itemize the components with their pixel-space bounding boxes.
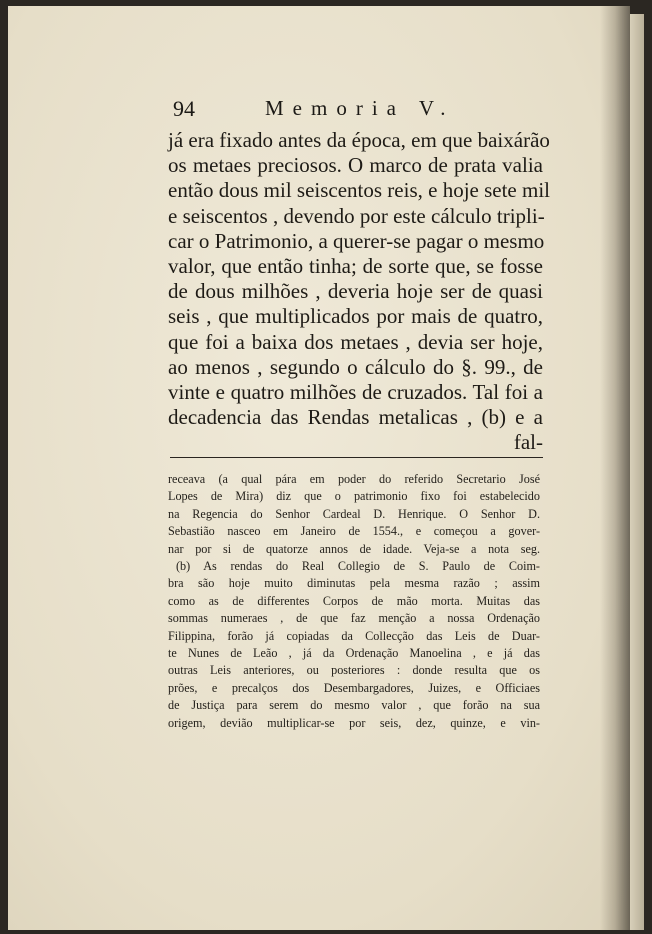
footnote-line: na Regencia do Senhor Cardeal D. Henrique. O Senhor D. (168, 506, 540, 521)
footnote-line: bra são hoje muito diminutas pela mesma razão ; assim (168, 576, 540, 591)
footnote-line: de Justiça para serem do mesmo valor , que forão na sua (168, 698, 540, 713)
text-line: então dous mil seiscentos reis, e hoje sete mil (168, 178, 550, 203)
text-line: valor, que então tinha; de sorte que, se fosse (168, 254, 543, 279)
running-header (173, 96, 543, 126)
footnotes (168, 471, 540, 732)
footnote-line: nar por si de quatorze annos de idade. Veja-se a nota seg. (168, 541, 540, 556)
page-number: 94 (173, 96, 195, 121)
footnote-rule (170, 457, 543, 458)
book-gutter-shadow (600, 6, 630, 930)
text-line: seis , que multiplicados por mais de quatro, (168, 304, 543, 329)
text-line: vinte e quatro milhões de cruzados. Tal foi a (168, 380, 543, 405)
footnote-line: Filippina, forão já copiadas da Collecção das Leis de Duar- (168, 628, 540, 643)
footnote-line: origem, devião multiplicar-se por seis, dez, quinze, e vin- (168, 715, 540, 730)
text-line: de dous milhões , deveria hoje ser de quasi (168, 279, 543, 304)
text-line: e seiscentos , devendo por este cálculo tripli- (168, 203, 545, 228)
text-line: ao menos , segundo o cálculo do §. 99., de (168, 354, 543, 379)
footnote-line: receava (a qual pára em poder do referido Secretario José (168, 472, 540, 486)
text-line: já era fixado antes da época, em que baixárão (168, 128, 550, 152)
footnote-line: sommas numeraes , de que faz menção a nossa Ordenação (168, 611, 540, 626)
running-title: Memoria V. (265, 96, 455, 120)
page-edge (630, 14, 644, 930)
text-line: os metaes preciosos. O marco de prata valia (168, 153, 543, 178)
text-line: decadencia das Rendas metalicas , (b) e a (168, 405, 543, 430)
footnote-line: (b) As rendas do Real Collegio de S. Paulo de Coim- (176, 559, 540, 574)
footnote-line: Sebastião nasceo em Janeiro de 1554., e começou a gover- (168, 524, 540, 539)
footnote-line: Lopes de Mira) diz que o patrimonio fixo foi estabelecido (168, 489, 540, 504)
main-text (168, 128, 550, 456)
catchword: fal- (513, 430, 543, 455)
text-line: que foi a baixa dos metaes , devia ser hoje, (168, 329, 543, 354)
text-line: car o Patrimonio, a querer-se pagar o mesmo (168, 228, 545, 253)
footnote-line: outras Leis anteriores, ou posteriores : donde resulta que os (168, 663, 540, 678)
footnote-line: te Nunes de Leão , já da Ordenação Manoelina , e já das (168, 646, 540, 661)
footnote-line: prões, e precalços dos Desembargadores, Juizes, e Officiaes (168, 680, 540, 695)
footnote-line: como as de differentes Corpos de mão morta. Muitas das (168, 593, 540, 608)
